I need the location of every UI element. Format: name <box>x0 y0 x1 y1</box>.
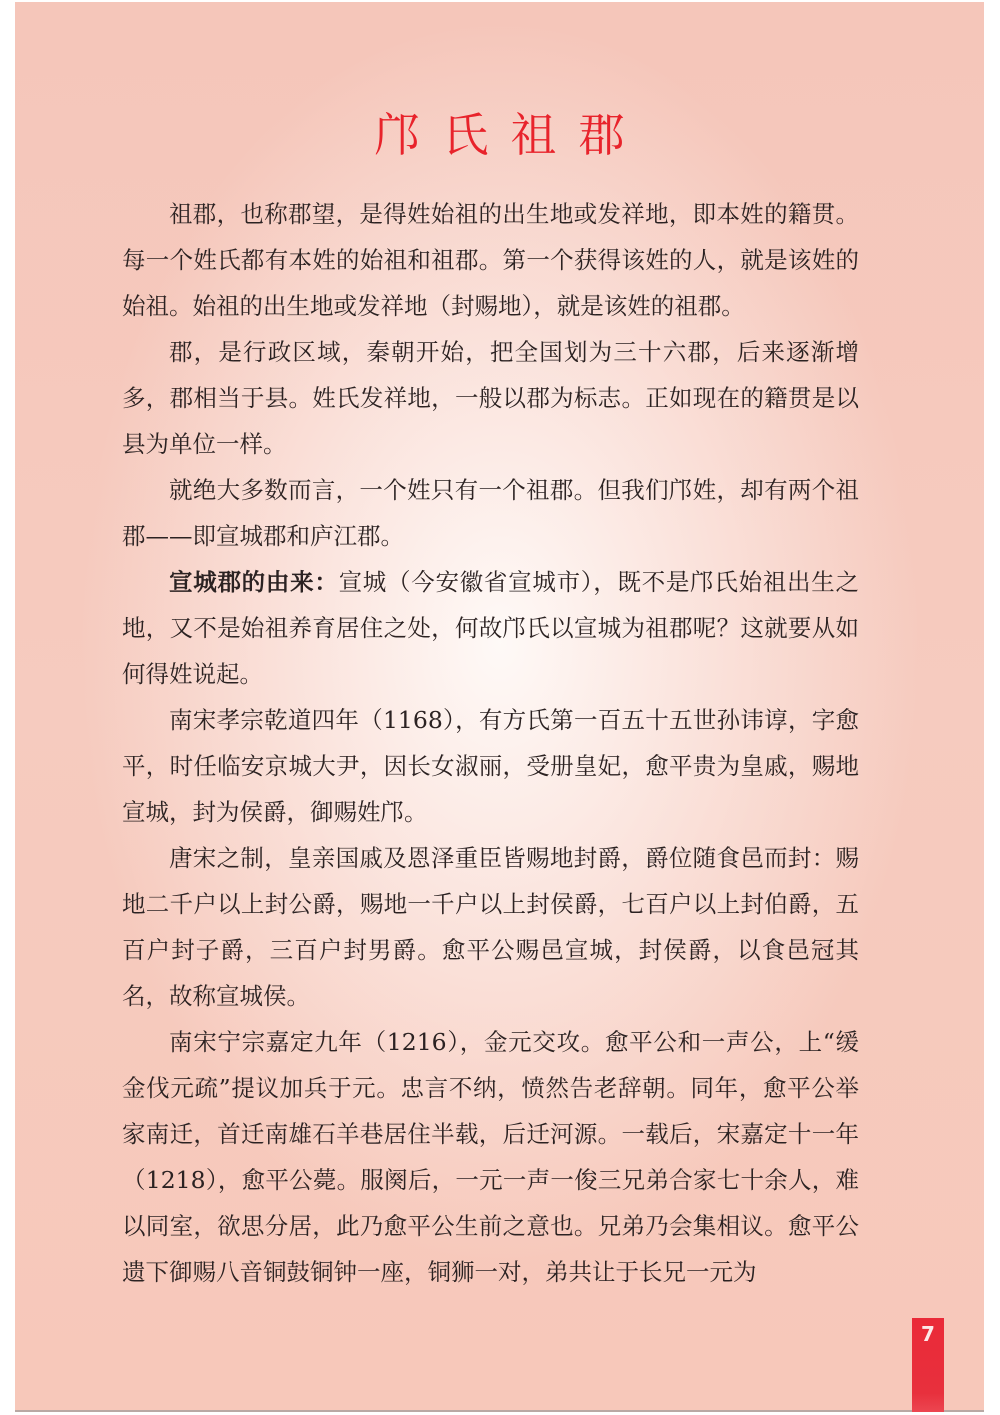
paragraph-lead-heading: 宣城郡的由来： <box>169 568 339 596</box>
paragraph-text: 南宋孝宗乾道四年（1168），有方氏第一百五十五世孙讳谆，字愈平，时任临安京城大尹，因长女淑丽，受册皇妃，愈平贵为皇戚，赐地宣城，封为侯爵，御赐姓邝。 <box>122 706 859 826</box>
page-number: 7 <box>921 1322 935 1346</box>
paragraph-3 <box>122 467 859 559</box>
paragraph-4 <box>122 559 859 697</box>
paragraph-text: 祖郡，也称郡望，是得姓始祖的出生地或发祥地，即本姓的籍贯。每一个姓氏都有本姓的始祖和祖郡。第一个获得该姓的人，就是该姓的始祖。始祖的出生地或发祥地（封赐地），就是该姓的祖郡。 <box>122 200 859 320</box>
paragraph-text: 南宋宁宗嘉定九年（1216），金元交攻。愈平公和一声公，上“缓金伐元疏”提议加兵于元。忠言不纳，愤然告老辞朝。同年，愈平公举家南迁，首迁南雄石羊巷居住半载，后迁河源。一载后，宋嘉定十一年（1218），愈平公薨。服阕后，一元一声一俊三兄弟合家七十余人，难以同室，欲思分居，此乃愈平公生前之意也。兄弟乃会集相议。愈平公遗下御赐八音铜鼓铜钟一座，铜狮一对，弟共让于长兄一元为 <box>122 1028 859 1286</box>
paragraph-text: 宣城（今安徽省宣城市），既不是邝氏始祖出生之地，又不是始祖养育居住之处，何故邝氏以宣城为祖郡呢？这就要从如何得姓说起。 <box>122 568 859 688</box>
paragraph-2 <box>122 329 859 467</box>
book-page <box>15 2 984 1412</box>
body-text <box>122 191 859 1295</box>
paragraph-1 <box>122 191 859 329</box>
paragraph-text: 郡，是行政区域，秦朝开始，把全国划为三十六郡，后来逐渐增多，郡相当于县。姓氏发祥地，一般以郡为标志。正如现在的籍贯是以县为单位一样。 <box>122 338 859 458</box>
paragraph-6 <box>122 835 859 1019</box>
paragraph-text: 就绝大多数而言，一个姓只有一个祖郡。但我们邝姓，却有两个祖郡——即宣城郡和庐江郡。 <box>122 476 859 550</box>
page-title: 邝氏祖郡 <box>374 108 647 162</box>
paragraph-5 <box>122 697 859 835</box>
page-number-tab <box>912 1318 944 1412</box>
paragraph-7 <box>122 1019 859 1295</box>
paragraph-text: 唐宋之制，皇亲国戚及恩泽重臣皆赐地封爵，爵位随食邑而封：赐地二千户以上封公爵，赐地一千户以上封侯爵，七百户以上封伯爵，五百户封子爵，三百户封男爵。愈平公赐邑宣城，封侯爵，以食邑冠其名，故称宣城侯。 <box>122 844 859 1010</box>
